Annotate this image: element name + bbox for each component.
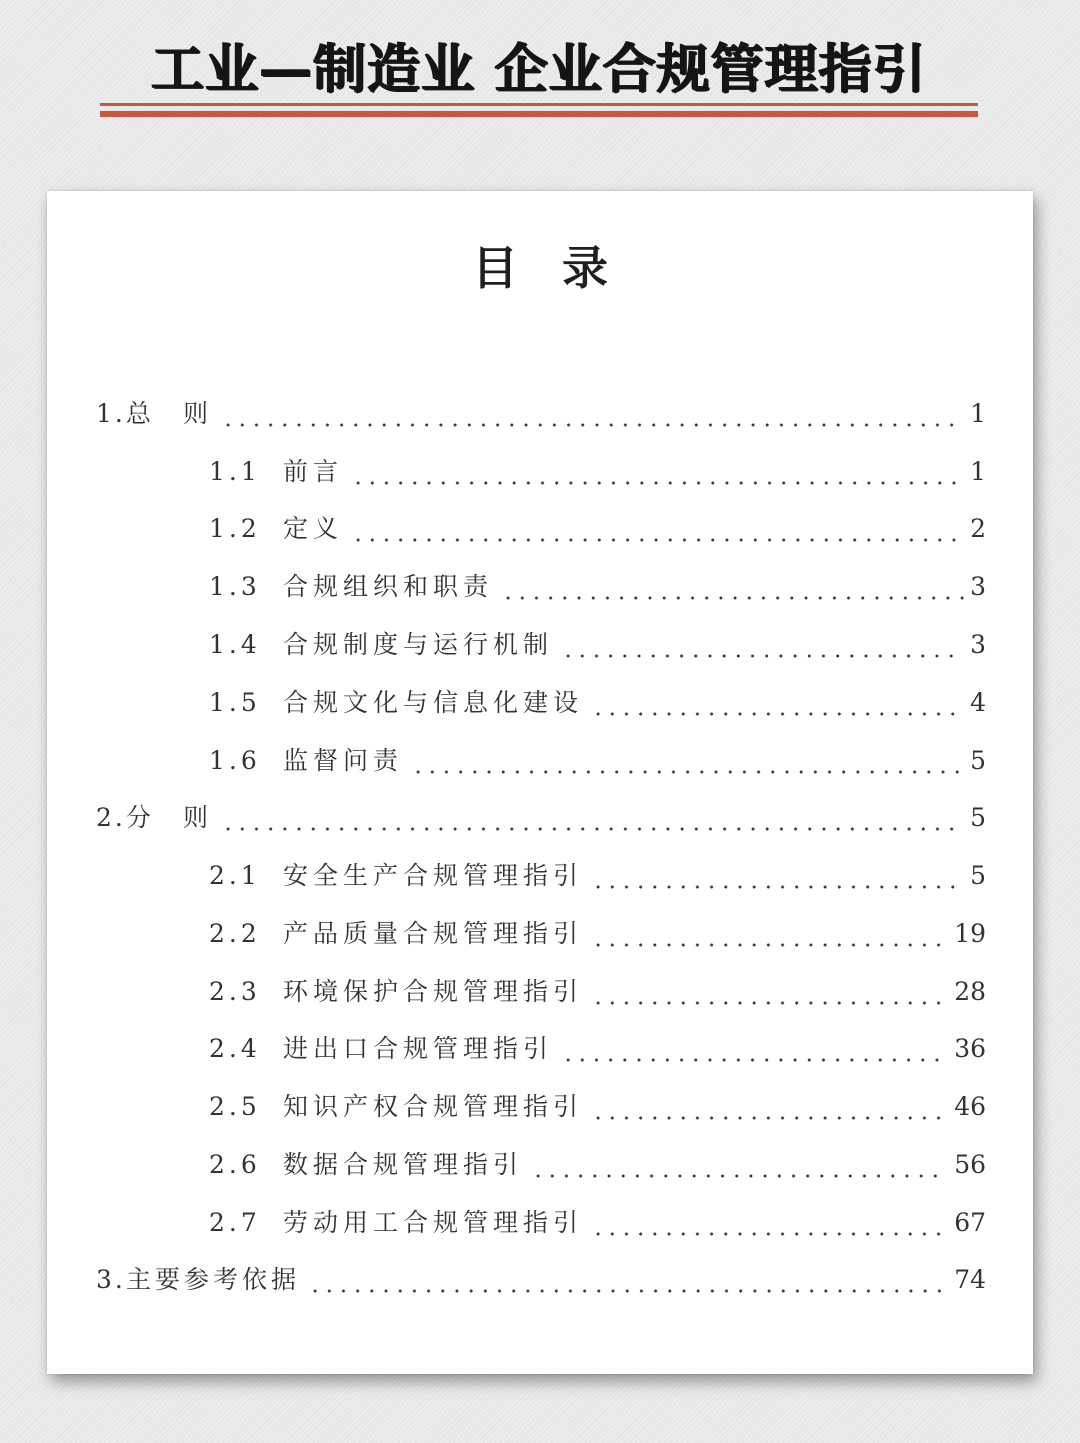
toc-entry-section-2-1[interactable] — [209, 856, 986, 896]
toc-title: 目录 — [472, 241, 652, 295]
toc-entry-page: 46 — [954, 1092, 986, 1121]
toc-entry-page: 74 — [954, 1265, 986, 1294]
toc-entry-label: 监督问责 — [283, 746, 404, 775]
dot-leader — [308, 1260, 948, 1300]
toc-entry-label: 劳动用工合规管理指引 — [283, 1208, 584, 1237]
toc-entry-page: 28 — [954, 977, 986, 1006]
toc-entry-label: 前言 — [283, 457, 344, 486]
toc-entry-section-1-1[interactable] — [209, 452, 986, 492]
dot-leader — [221, 798, 964, 838]
dot-leader — [591, 856, 964, 896]
dot-leader — [591, 914, 948, 954]
toc-entry-page: 5 — [970, 861, 986, 890]
toc-entry-chapter-2[interactable] — [96, 798, 986, 838]
dot-leader — [221, 394, 964, 434]
toc-entry-page: 1 — [970, 399, 986, 428]
toc-entry-page: 3 — [970, 630, 986, 659]
toc-entry-number: 1.1 — [209, 457, 261, 486]
toc-entry-label: 则 — [183, 803, 214, 832]
banner — [100, 38, 978, 120]
banner-underline-thin — [100, 103, 978, 106]
toc-entry-number: 2.7 — [209, 1208, 261, 1237]
toc-entry-section-1-4[interactable] — [209, 625, 986, 665]
toc-entry-label: 产品质量合规管理指引 — [283, 919, 584, 948]
toc-entry-section-1-2[interactable] — [209, 509, 986, 549]
dot-leader — [591, 1087, 948, 1127]
toc-entry-section-2-3[interactable] — [209, 972, 986, 1012]
banner-underline-thick — [100, 111, 978, 117]
dot-leader — [591, 683, 964, 723]
toc-entry-page: 1 — [970, 457, 986, 486]
document-page — [47, 191, 1033, 1374]
toc-entry-number: 2.1 — [209, 861, 261, 890]
toc-entry-section-2-4[interactable] — [209, 1029, 986, 1069]
toc-entry-page: 67 — [954, 1208, 986, 1237]
toc-entry-number: 2.3 — [209, 977, 261, 1006]
toc-entry-section-1-3[interactable] — [209, 567, 986, 607]
toc-entry-page: 3 — [970, 572, 986, 601]
toc-entry-page: 2 — [970, 514, 986, 543]
toc-entry-number: 2.4 — [209, 1034, 261, 1063]
toc-entry-number: 2.2 — [209, 919, 261, 948]
toc-entry-page: 36 — [954, 1034, 986, 1063]
toc-entry-page: 5 — [970, 803, 986, 832]
dot-leader — [351, 452, 964, 492]
toc-entry-page: 19 — [954, 919, 986, 948]
toc-entry-section-2-6[interactable] — [209, 1145, 986, 1185]
dot-leader — [411, 741, 964, 781]
toc-entry-label: 数据合规管理指引 — [283, 1150, 524, 1179]
toc-entry-page: 4 — [970, 688, 986, 717]
toc-entry-label: 知识产权合规管理指引 — [283, 1092, 584, 1121]
toc-entry-label: 安全生产合规管理指引 — [283, 861, 584, 890]
dot-leader — [591, 1203, 948, 1243]
toc-entry-label: 环境保护合规管理指引 — [283, 977, 584, 1006]
toc-entry-label: 合规制度与运行机制 — [283, 630, 554, 659]
dot-leader — [351, 509, 964, 549]
toc-entry-number: 2.5 — [209, 1092, 261, 1121]
toc-entry-label: 合规文化与信息化建设 — [283, 688, 584, 717]
toc-entry-number: 2.分 — [96, 803, 154, 832]
toc-entry-section-2-5[interactable] — [209, 1087, 986, 1127]
toc-entry-label: 合规组织和职责 — [283, 572, 494, 601]
toc-entry-number: 1.4 — [209, 630, 261, 659]
toc-entry-page: 56 — [954, 1150, 986, 1179]
dot-leader — [561, 625, 964, 665]
toc-entry-chapter-1[interactable] — [96, 394, 986, 434]
toc-entry-section-2-7[interactable] — [209, 1203, 986, 1243]
toc-entry-number: 1.6 — [209, 746, 261, 775]
dot-leader — [591, 972, 948, 1012]
dot-leader — [531, 1145, 948, 1185]
toc-entry-section-1-5[interactable] — [209, 683, 986, 723]
toc-entry-section-1-6[interactable] — [209, 741, 986, 781]
toc-entry-number: 1.2 — [209, 514, 261, 543]
toc-entry-number: 1.5 — [209, 688, 261, 717]
dot-leader — [501, 567, 964, 607]
toc-entry-number: 3. — [96, 1265, 126, 1294]
toc-entry-label: 定义 — [283, 514, 344, 543]
toc-entry-label: 主要参考依据 — [126, 1265, 301, 1294]
toc-entry-label: 进出口合规管理指引 — [283, 1034, 554, 1063]
toc-entry-number: 1.总 — [96, 399, 154, 428]
toc-entry-number: 2.6 — [209, 1150, 261, 1179]
toc-entry-label: 则 — [183, 399, 214, 428]
toc-entry-page: 5 — [970, 746, 986, 775]
banner-title: 工业—制造业 企业合规管理指引 — [151, 39, 927, 100]
toc-entry-number: 1.3 — [209, 572, 261, 601]
toc-entry-chapter-3[interactable] — [96, 1260, 986, 1300]
dot-leader — [561, 1029, 948, 1069]
toc-entry-section-2-2[interactable] — [209, 914, 986, 954]
